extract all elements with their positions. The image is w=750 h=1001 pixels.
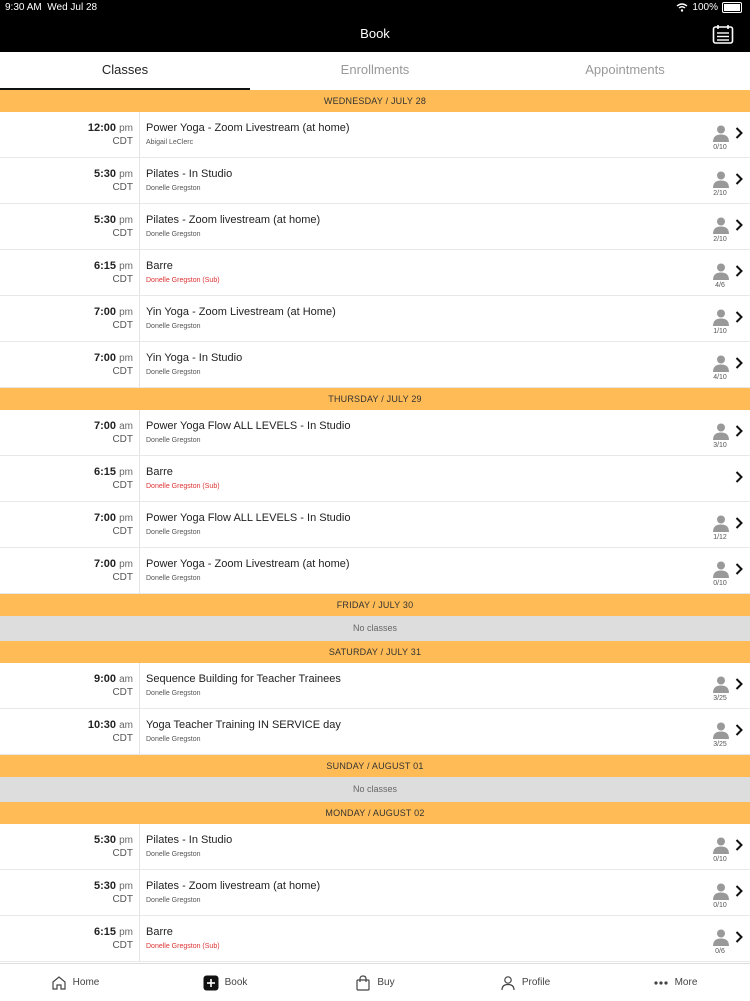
- class-time-ampm: pm: [119, 559, 133, 570]
- class-timezone: CDT: [112, 526, 133, 537]
- chevron-right-icon[interactable]: [734, 677, 744, 691]
- class-time: [94, 512, 133, 524]
- class-timezone: CDT: [112, 894, 133, 905]
- class-timezone: CDT: [112, 687, 133, 698]
- class-time-cell: [0, 502, 140, 547]
- class-info: [140, 112, 750, 157]
- attendee-icon: [712, 422, 730, 440]
- attendee-icon: [712, 308, 730, 326]
- class-time-cell: [0, 709, 140, 754]
- chevron-right-icon[interactable]: [734, 516, 744, 530]
- bottom-tab-more[interactable]: [600, 964, 750, 1001]
- class-name: Barre: [146, 466, 173, 478]
- bottom-tab-buy[interactable]: [300, 964, 450, 1001]
- attendee-icon: [712, 882, 730, 900]
- attendee-icon: [712, 836, 730, 854]
- class-time: [94, 673, 133, 685]
- class-time-value: 5:30: [94, 168, 117, 180]
- class-timezone: CDT: [112, 136, 133, 147]
- class-timezone: CDT: [112, 434, 133, 445]
- class-row[interactable]: [0, 916, 750, 962]
- class-time-cell: [0, 112, 140, 157]
- class-instructor: Donelle Gregston (Sub): [146, 483, 220, 490]
- class-time: [94, 352, 133, 364]
- more-dots-icon: [653, 975, 669, 991]
- status-date: Wed Jul 28: [47, 2, 98, 13]
- attendee-icon: [712, 675, 730, 693]
- class-time-cell: [0, 204, 140, 249]
- attendee-count: 2/10: [713, 236, 727, 243]
- class-name: Barre: [146, 260, 173, 272]
- class-time: [94, 558, 133, 570]
- class-time-cell: [0, 870, 140, 915]
- bottom-tab-label: Buy: [377, 977, 395, 988]
- class-time: [88, 719, 133, 731]
- bottom-tab-bar: [0, 963, 750, 1001]
- class-row[interactable]: [0, 870, 750, 916]
- day-header: SATURDAY / JULY 31: [0, 641, 750, 663]
- class-row[interactable]: [0, 548, 750, 594]
- class-timezone: CDT: [112, 480, 133, 491]
- class-time: [94, 880, 133, 892]
- class-time-ampm: am: [119, 674, 133, 685]
- class-time: [94, 420, 133, 432]
- class-info: [140, 410, 750, 455]
- class-row[interactable]: [0, 296, 750, 342]
- battery-icon: [722, 2, 742, 13]
- chevron-right-icon[interactable]: [734, 723, 744, 737]
- attendee-count: 3/10: [713, 442, 727, 449]
- day-header: WEDNESDAY / JULY 28: [0, 90, 750, 112]
- class-instructor: Donelle Gregston: [146, 231, 201, 238]
- class-info: [140, 250, 750, 295]
- chevron-right-icon[interactable]: [734, 562, 744, 576]
- bottom-tab-label: Profile: [521, 977, 551, 988]
- class-name: Yin Yoga - In Studio: [146, 352, 243, 364]
- class-info: [140, 342, 750, 387]
- tab-enrollments[interactable]: Enrollments: [340, 62, 410, 77]
- battery-percent: 100%: [692, 2, 718, 13]
- class-time-cell: [0, 663, 140, 708]
- bottom-tab-home[interactable]: [0, 964, 150, 1001]
- class-timezone: CDT: [112, 733, 133, 744]
- day-header: SUNDAY / AUGUST 01: [0, 755, 750, 777]
- class-schedule-list[interactable]: [0, 90, 750, 963]
- class-time-ampm: pm: [119, 307, 133, 318]
- wifi-icon: [676, 3, 688, 12]
- class-info: [140, 158, 750, 203]
- class-time-ampm: pm: [119, 881, 133, 892]
- attendee-icon: [712, 216, 730, 234]
- class-name: Yoga Teacher Training IN SERVICE day: [146, 719, 341, 731]
- attendee-icon: [712, 721, 730, 739]
- class-time-value: 7:00: [94, 512, 117, 524]
- class-time: [94, 926, 133, 938]
- class-row[interactable]: [0, 709, 750, 755]
- class-row[interactable]: [0, 502, 750, 548]
- class-time-cell: [0, 410, 140, 455]
- class-instructor: Donelle Gregston: [146, 736, 201, 743]
- attendee-count: 2/10: [713, 190, 727, 197]
- status-time: 9:30 AM: [5, 2, 42, 13]
- shopping-bag-icon: [355, 975, 371, 991]
- class-instructor: Donelle Gregston: [146, 437, 201, 444]
- class-time-cell: [0, 548, 140, 593]
- attendee-icon: [712, 560, 730, 578]
- profile-icon: [500, 975, 516, 991]
- class-time: [94, 466, 133, 478]
- tab-classes[interactable]: Classes: [0, 52, 250, 90]
- class-time-cell: [0, 824, 140, 869]
- class-time-value: 5:30: [94, 880, 117, 892]
- attendee-count: 1/10: [713, 328, 727, 335]
- home-icon: [51, 975, 67, 991]
- class-time-ampm: pm: [119, 261, 133, 272]
- attendee-count: 4/10: [713, 374, 727, 381]
- chevron-right-icon[interactable]: [734, 218, 744, 232]
- bottom-tab-label: Home: [72, 977, 100, 988]
- class-time-ampm: pm: [119, 169, 133, 180]
- class-name: Power Yoga - Zoom Livestream (at home): [146, 558, 350, 570]
- no-classes-message: No classes: [0, 616, 750, 641]
- bottom-tab-label: Book: [224, 977, 248, 988]
- class-instructor: Donelle Gregston: [146, 185, 201, 192]
- attendee-icon: [712, 124, 730, 142]
- class-time-value: 12:00: [87, 122, 117, 134]
- attendee-count: 4/6: [715, 282, 725, 289]
- class-name: Sequence Building for Teacher Trainees: [146, 673, 341, 685]
- class-row[interactable]: [0, 824, 750, 870]
- class-instructor: Donelle Gregston: [146, 690, 201, 697]
- class-time: [94, 214, 133, 226]
- chevron-right-icon[interactable]: [734, 264, 744, 278]
- class-time-cell: [0, 158, 140, 203]
- class-row[interactable]: [0, 456, 750, 502]
- day-header: FRIDAY / JULY 30: [0, 594, 750, 616]
- class-timezone: CDT: [112, 320, 133, 331]
- class-time-value: 10:30: [87, 719, 117, 731]
- status-bar: [0, 0, 750, 16]
- class-row[interactable]: [0, 250, 750, 296]
- class-info: [140, 824, 750, 869]
- tab-bar: [0, 52, 750, 91]
- class-timezone: CDT: [112, 182, 133, 193]
- chevron-right-icon[interactable]: [734, 310, 744, 324]
- class-info: [140, 548, 750, 593]
- class-time-ampm: pm: [119, 927, 133, 938]
- class-time: [94, 260, 133, 272]
- day-header: THURSDAY / JULY 29: [0, 388, 750, 410]
- class-time: [94, 306, 133, 318]
- class-time-cell: [0, 296, 140, 341]
- attendee-count: 0/10: [713, 902, 727, 909]
- class-time-ampm: pm: [119, 215, 133, 226]
- class-info: [140, 456, 750, 501]
- class-info: [140, 916, 750, 961]
- chevron-right-icon[interactable]: [734, 424, 744, 438]
- chevron-right-icon[interactable]: [734, 172, 744, 186]
- class-name: Pilates - Zoom livestream (at home): [146, 880, 321, 892]
- class-name: Pilates - In Studio: [146, 168, 233, 180]
- class-time-value: 6:15: [94, 260, 117, 272]
- class-time-ampm: pm: [119, 353, 133, 364]
- chevron-right-icon[interactable]: [734, 838, 744, 852]
- class-row[interactable]: [0, 342, 750, 388]
- class-instructor: Donelle Gregston: [146, 529, 201, 536]
- class-time: [88, 122, 133, 134]
- attendee-icon: [712, 354, 730, 372]
- chevron-right-icon[interactable]: [734, 884, 744, 898]
- calendar-icon[interactable]: [712, 24, 734, 44]
- class-time: [94, 168, 133, 180]
- class-row[interactable]: [0, 663, 750, 709]
- class-row[interactable]: [0, 204, 750, 250]
- status-right: [676, 2, 742, 13]
- class-row[interactable]: [0, 158, 750, 204]
- attendee-count: 3/25: [713, 695, 727, 702]
- chevron-right-icon[interactable]: [734, 356, 744, 370]
- class-timezone: CDT: [112, 274, 133, 285]
- class-info: [140, 296, 750, 341]
- class-time-ampm: pm: [119, 513, 133, 524]
- class-name: Pilates - In Studio: [146, 834, 233, 846]
- class-instructor: Donelle Gregston: [146, 369, 201, 376]
- bottom-tab-profile[interactable]: [450, 964, 600, 1001]
- attendee-count: 3/25: [713, 741, 727, 748]
- class-time-value: 7:00: [94, 352, 117, 364]
- chevron-right-icon[interactable]: [734, 470, 744, 484]
- attendee-icon: [712, 514, 730, 532]
- class-time-cell: [0, 916, 140, 961]
- class-name: Power Yoga - Zoom Livestream (at home): [146, 122, 350, 134]
- chevron-right-icon[interactable]: [734, 126, 744, 140]
- class-time-ampm: pm: [119, 835, 133, 846]
- no-classes-message: No classes: [0, 777, 750, 802]
- bottom-tab-book[interactable]: [150, 964, 300, 1001]
- chevron-right-icon[interactable]: [734, 930, 744, 944]
- class-timezone: CDT: [112, 228, 133, 239]
- class-time: [94, 834, 133, 846]
- class-name: Pilates - Zoom livestream (at home): [146, 214, 321, 226]
- class-time-value: 5:30: [94, 834, 117, 846]
- class-time-value: 7:00: [94, 420, 117, 432]
- attendee-icon: [712, 928, 730, 946]
- class-time-value: 6:15: [94, 926, 117, 938]
- attendee-icon: [712, 262, 730, 280]
- class-timezone: CDT: [112, 572, 133, 583]
- class-time-value: 7:00: [94, 558, 117, 570]
- class-info: [140, 204, 750, 249]
- class-name: Barre: [146, 926, 173, 938]
- class-time-ampm: am: [119, 421, 133, 432]
- class-time-ampm: am: [119, 720, 133, 731]
- status-time-date: [5, 2, 97, 13]
- class-instructor: Donelle Gregston: [146, 897, 201, 904]
- tab-appointments[interactable]: Appointments: [585, 62, 665, 77]
- class-name: Yin Yoga - Zoom Livestream (at Home): [146, 306, 336, 318]
- class-time-ampm: pm: [119, 467, 133, 478]
- class-time-cell: [0, 456, 140, 501]
- bottom-tab-label: More: [674, 977, 698, 988]
- attendee-count: 1/12: [713, 534, 727, 541]
- class-instructor: Donelle Gregston: [146, 323, 201, 330]
- class-instructor: Abigail LeClerc: [146, 139, 194, 146]
- attendee-count: 0/6: [715, 948, 725, 955]
- class-info: [140, 663, 750, 708]
- attendee-count: 0/10: [713, 580, 727, 587]
- page-title: Book: [360, 26, 390, 41]
- attendee-count: 0/10: [713, 856, 727, 863]
- class-timezone: CDT: [112, 940, 133, 951]
- class-row[interactable]: [0, 112, 750, 158]
- class-info: [140, 709, 750, 754]
- class-time-value: 9:00: [94, 673, 117, 685]
- attendee-icon: [712, 170, 730, 188]
- class-instructor: Donelle Gregston: [146, 851, 201, 858]
- attendee-count: 0/10: [713, 144, 727, 151]
- day-header: MONDAY / AUGUST 02: [0, 802, 750, 824]
- class-timezone: CDT: [112, 848, 133, 859]
- class-time-value: 7:00: [94, 306, 117, 318]
- class-instructor: Donelle Gregston: [146, 575, 201, 582]
- book-plus-icon: [203, 975, 219, 991]
- class-name: Power Yoga Flow ALL LEVELS - In Studio: [146, 420, 351, 432]
- class-time-ampm: pm: [119, 123, 133, 134]
- class-name: Power Yoga Flow ALL LEVELS - In Studio: [146, 512, 351, 524]
- class-instructor: Donelle Gregston (Sub): [146, 277, 220, 284]
- class-time-value: 6:15: [94, 466, 117, 478]
- class-time-value: 5:30: [94, 214, 117, 226]
- class-time-cell: [0, 250, 140, 295]
- class-time-cell: [0, 342, 140, 387]
- class-timezone: CDT: [112, 366, 133, 377]
- class-row[interactable]: [0, 410, 750, 456]
- nav-bar: [0, 16, 750, 52]
- class-instructor: Donelle Gregston (Sub): [146, 943, 220, 950]
- class-info: [140, 870, 750, 915]
- class-info: [140, 502, 750, 547]
